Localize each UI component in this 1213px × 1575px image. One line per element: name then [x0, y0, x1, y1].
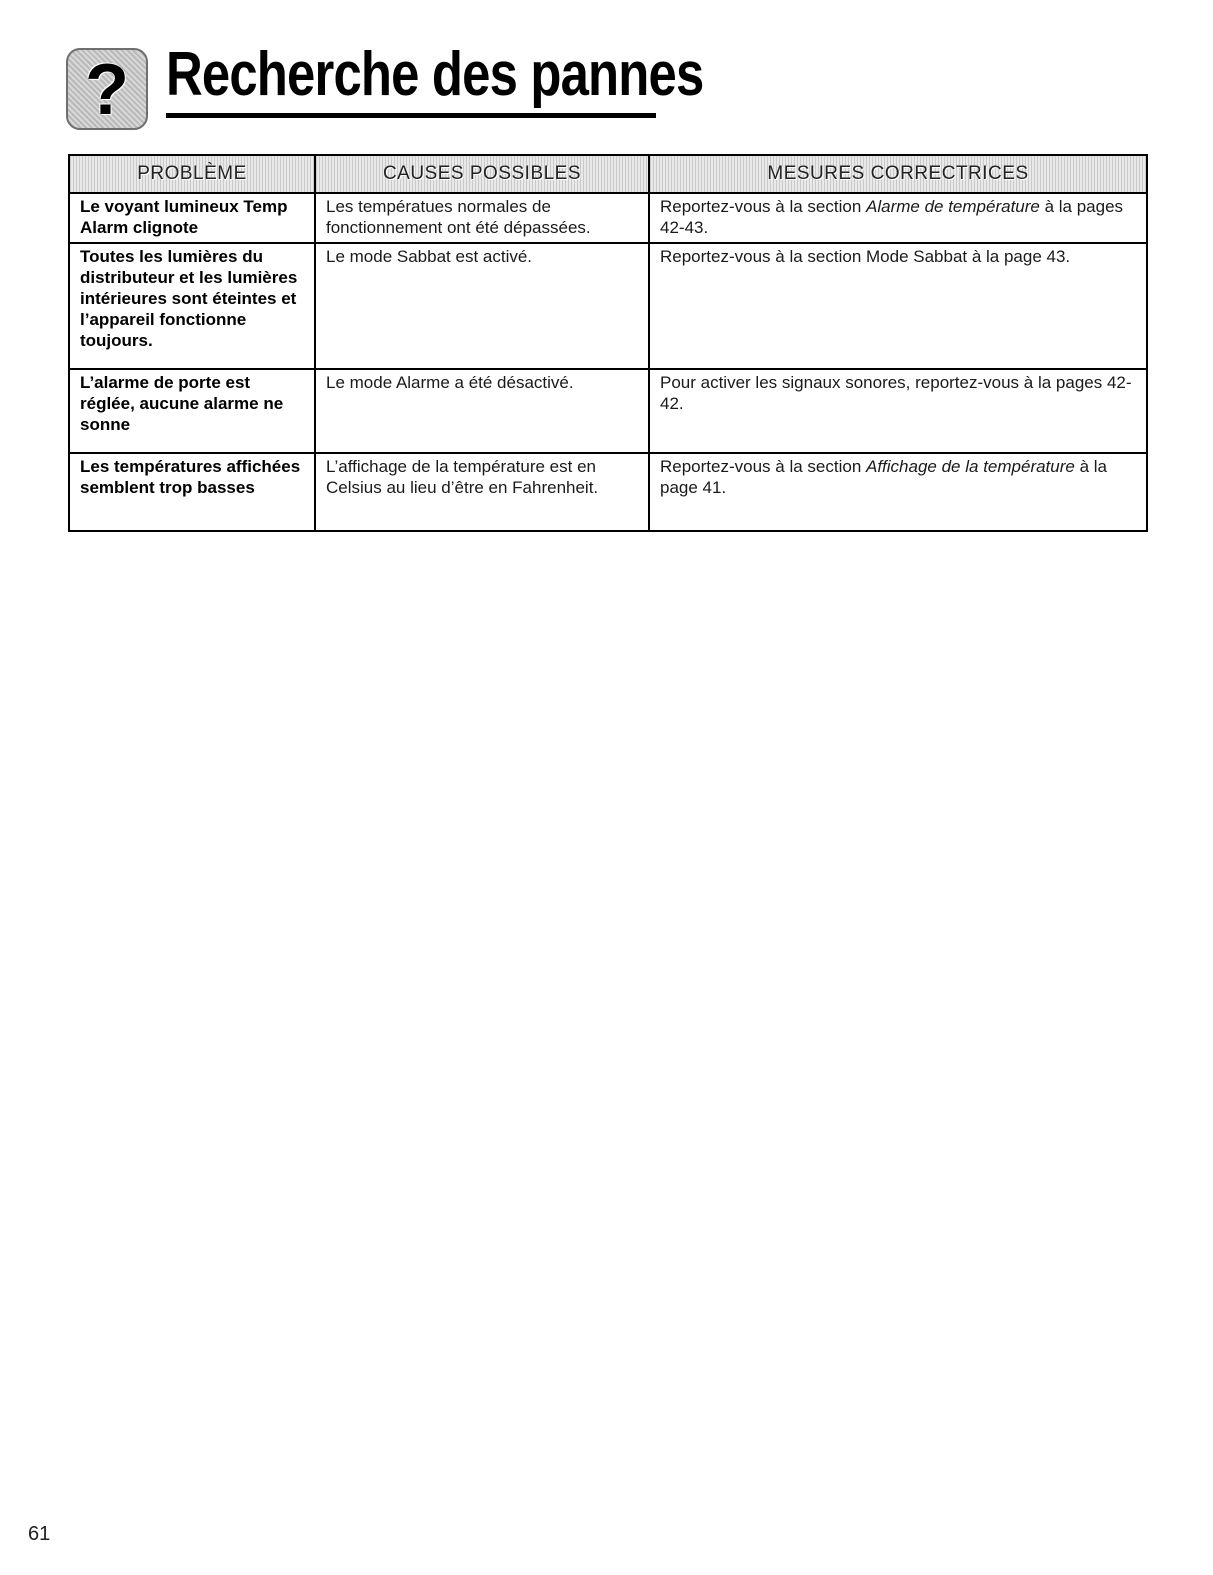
fix-text-end: à la page 41. — [660, 457, 1107, 497]
table-row — [69, 453, 1147, 531]
header-probleme: PROBLÈME — [69, 155, 315, 193]
question-mark-glyph: ? — [85, 50, 129, 130]
fix-cell — [649, 369, 1147, 453]
header-mesures-correctrices: MESURES CORRECTRICES — [649, 155, 1147, 193]
cause-cell: Le mode Alarme a été désactivé. — [315, 369, 649, 453]
fix-text-end: à la pages 42-43. — [660, 197, 1124, 237]
fix-section-reference: Alarme de température — [866, 197, 1040, 216]
problem-cell: Le voyant lumineux Temp Alarm clignote — [69, 193, 315, 243]
fix-section-reference: Affichage de la température — [866, 457, 1075, 476]
problem-cell: Toutes les lumières du distributeur et les lumières intérieures sont éteintes et l’appareil fonctionne toujours. — [69, 243, 315, 369]
cause-cell: Le mode Sabbat est activé. — [315, 243, 649, 369]
fix-text: Pour activer les signaux sonores, reportez-vous à la pages 42-42. — [660, 373, 1132, 413]
fix-text: Reportez-vous à la section — [660, 197, 866, 216]
problem-cell: L’alarme de porte est réglée, aucune alarme ne sonne — [69, 369, 315, 453]
cause-cell: Les températues normales de fonctionnement ont été dépassées. — [315, 193, 649, 243]
table-row — [69, 193, 1147, 243]
fix-text: Reportez-vous à la section Mode Sabbat à la page 43. — [660, 247, 1071, 266]
table-header-row — [69, 155, 1147, 193]
question-mark-icon — [66, 48, 148, 130]
cause-cell: L’affichage de la température est en Celsius au lieu d’être en Fahrenheit. — [315, 453, 649, 531]
problem-cell: Les températures affichées semblent trop basses — [69, 453, 315, 531]
page-title: Recherche des pannes — [166, 40, 704, 109]
fix-cell — [649, 193, 1147, 243]
fix-text: Reportez-vous à la section — [660, 457, 866, 476]
fix-cell — [649, 243, 1147, 369]
table-row — [69, 369, 1147, 453]
page-header — [66, 40, 704, 130]
title-underline — [166, 113, 656, 118]
page-number: 61 — [28, 1523, 51, 1545]
troubleshooting-table — [68, 154, 1148, 532]
fix-cell — [649, 453, 1147, 531]
header-causes-possibles: CAUSES POSSIBLES — [315, 155, 649, 193]
table-row — [69, 243, 1147, 369]
